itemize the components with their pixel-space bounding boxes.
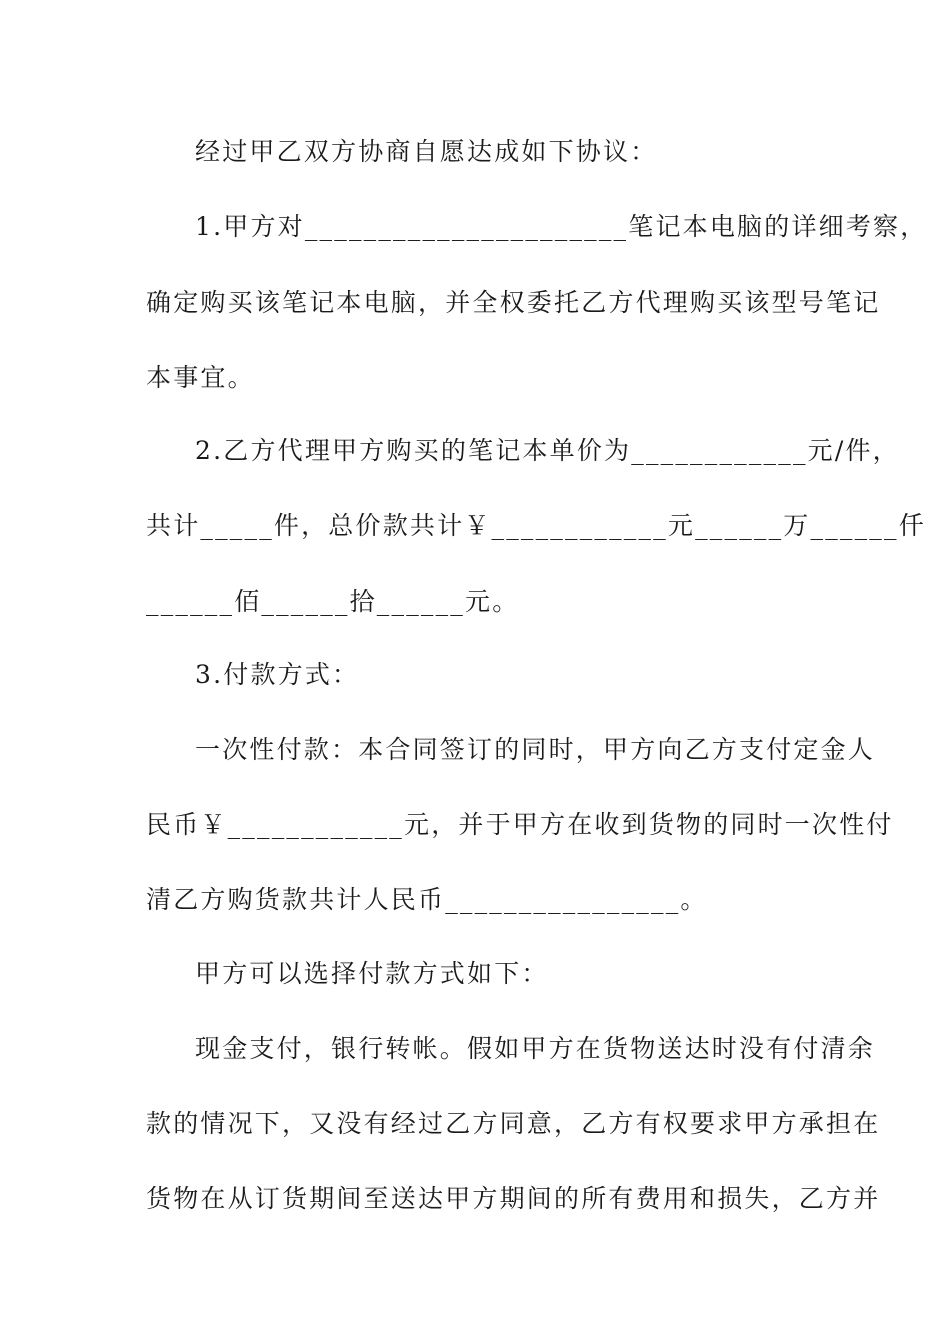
- lump-sum-payment-line-3: 清乙方购货款共计人民币________________。: [146, 885, 708, 914]
- clause-1-line-3: 本事宜。: [146, 363, 255, 392]
- lump-sum-payment-line-2: 民币￥____________元，并于甲方在收到货物的同时一次性付: [146, 810, 894, 839]
- payment-options-line-1: 现金支付，银行转帐。假如甲方在货物送达时没有付清余: [195, 1034, 876, 1063]
- clause-1-line-1: 1.甲方对______________________笔记本电脑的详细考察，: [195, 212, 928, 241]
- clause-1-line-2: 确定购买该笔记本电脑，并全权委托乙方代理购买该型号笔记: [146, 288, 881, 317]
- clause-2-line-3: ______佰______拾______元。: [146, 587, 520, 616]
- agreement-intro-line: 经过甲乙双方协商自愿达成如下协议：: [195, 137, 658, 166]
- clause-3-heading: 3.付款方式：: [195, 660, 360, 689]
- payment-options-line-3: 货物在从订货期间至送达甲方期间的所有费用和损失，乙方并: [146, 1184, 881, 1213]
- clause-2-line-2: 共计_____件，总价款共计￥____________元______万______仟: [146, 511, 926, 540]
- payment-options-line-2: 款的情况下，又没有经过乙方同意，乙方有权要求甲方承担在: [146, 1109, 881, 1138]
- clause-2-line-1: 2.乙方代理甲方购买的笔记本单价为____________元/件，: [195, 436, 900, 465]
- lump-sum-payment-line-1: 一次性付款：本合同签订的同时，甲方向乙方支付定金人: [195, 735, 876, 764]
- payment-options-heading: 甲方可以选择付款方式如下：: [195, 959, 549, 988]
